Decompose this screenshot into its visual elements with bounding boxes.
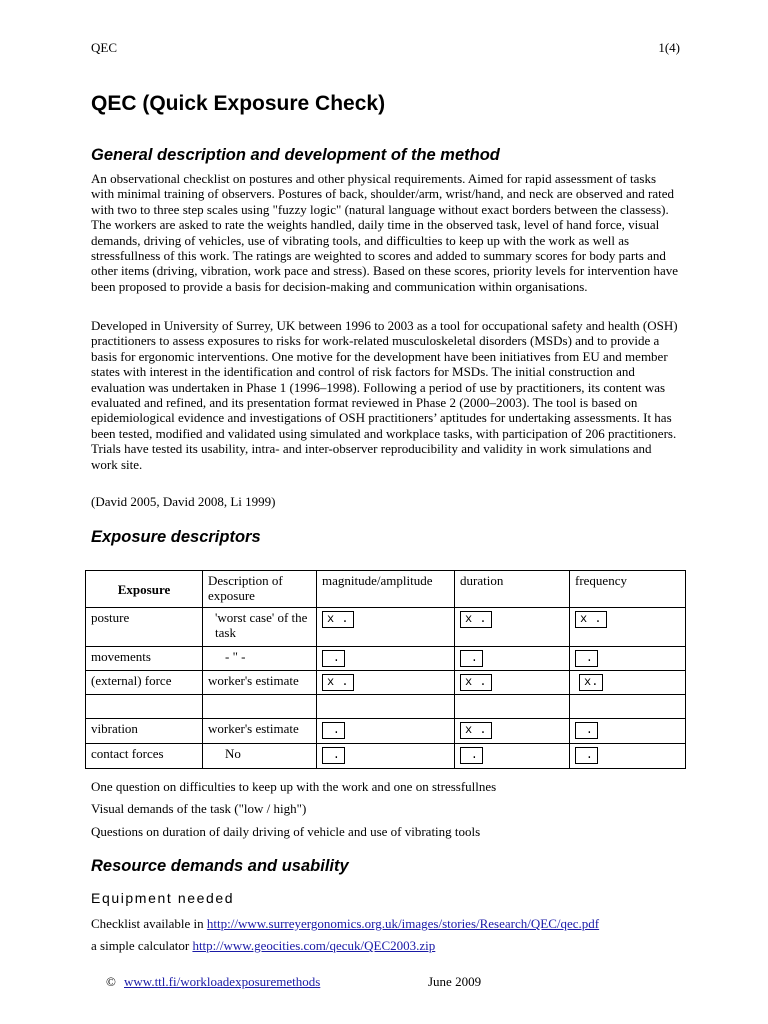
magnitude-cell bbox=[317, 719, 455, 744]
checkbox-field[interactable]: . bbox=[575, 650, 598, 667]
checkbox-field[interactable]: . bbox=[322, 722, 345, 739]
footer-website-link[interactable]: www.ttl.fi/workloadexposuremethods bbox=[124, 974, 321, 989]
checkbox-field[interactable]: x . bbox=[322, 674, 354, 691]
description-cell: worker's estimate bbox=[203, 719, 317, 744]
frequency-cell bbox=[570, 671, 686, 695]
exposure-cell: posture bbox=[86, 608, 203, 647]
description-cell bbox=[203, 695, 317, 719]
section-heading-resource: Resource demands and usability bbox=[91, 857, 349, 875]
paragraph-references: (David 2005, David 2008, Li 1999) bbox=[91, 494, 276, 509]
checklist-link[interactable]: http://www.surreyergonomics.org.uk/images/stories/Research/QEC/qec.pdf bbox=[206, 916, 600, 931]
exposure-cell: movements bbox=[86, 647, 203, 671]
duration-cell bbox=[455, 744, 570, 769]
checkbox-field[interactable]: x. bbox=[579, 674, 603, 691]
calculator-line bbox=[91, 938, 435, 954]
duration-cell bbox=[455, 608, 570, 647]
column-header: duration bbox=[455, 571, 570, 608]
checkbox-field[interactable]: x . bbox=[460, 611, 492, 628]
checklist-line bbox=[91, 916, 599, 932]
table-row bbox=[86, 744, 686, 769]
frequency-cell bbox=[570, 647, 686, 671]
page-number: 1(4) bbox=[658, 40, 680, 55]
checklist-label: Checklist available in bbox=[91, 916, 207, 931]
paragraph-description: An observational checklist on postures and other physical requirements. Aimed for rapid assessment of tasks with minimal training of observers. Postures of back, shoulder/arm, wrist/hand, and neck are observed and rated with two to three step scales using "fuzzy logic" (natural language without exact borders between the classess). The workers are asked to rate the weights handled, daily time in the observed task, level of hand force, visual demands, driving of vehicles, use of vibrating tools, and difficulties to keep up with the work as well as stressfullness of this work. The ratings are weighted to scores and added to summary scores for body parts and other items (driving, vibration, work pace and stress). Based on these scores, priority levels for intervention have been proposed to provide a basis for decision-making and communication within organisations. bbox=[91, 171, 679, 294]
checkbox-field[interactable]: x . bbox=[460, 722, 492, 739]
paragraph-development: Developed in University of Surrey, UK between 1996 to 2003 as a tool for occupational safety and health (OSH) practitioners to assess exposures to risks for work-related musculoskeletal disorders (MSDs) and to provide a basis for ergonomic interventions. One motive for the development have been initiatives from EU and member states with interest in the identification and control of risk factors for MSDs. The initial construction and evaluation was undertaken in Phase 1 (1996–1998). Following a period of use by practitioners, its content was evaluated and refined, and its presentation format reviewed in Phase 2 (2000–2003). The tool is based on epidemiological evidence and investigations of OSH practitioners’ aptitudes for undertaking assessments. It has been tested, modified and validated using simulated and workplace tasks, with participation of 206 practitioners. Trials have tested its usability, intra- and inter-observer reproducibility and validity in work simulations and work site. bbox=[91, 318, 678, 472]
magnitude-cell bbox=[317, 647, 455, 671]
checkbox-field[interactable]: x . bbox=[575, 611, 607, 628]
duration-cell bbox=[455, 695, 570, 719]
magnitude-cell bbox=[317, 695, 455, 719]
column-header: Description of exposure bbox=[203, 571, 317, 608]
checkbox-field[interactable]: . bbox=[575, 747, 598, 764]
calculator-label: a simple calculator bbox=[91, 938, 193, 953]
frequency-cell bbox=[570, 695, 686, 719]
note-line: Questions on duration of daily driving of vehicle and use of vibrating tools bbox=[91, 824, 481, 839]
document-title: QEC (Quick Exposure Check) bbox=[91, 92, 386, 115]
table-row bbox=[86, 647, 686, 671]
checkbox-field[interactable]: . bbox=[460, 747, 483, 764]
section-heading-general: General description and development of the method bbox=[91, 146, 500, 164]
exposure-cell: (external) force bbox=[86, 671, 203, 695]
column-header: magnitude/amplitude bbox=[317, 571, 455, 608]
description-cell: No bbox=[203, 744, 317, 769]
frequency-cell bbox=[570, 608, 686, 647]
column-header: Exposure bbox=[86, 571, 203, 608]
magnitude-cell bbox=[317, 744, 455, 769]
duration-cell bbox=[455, 671, 570, 695]
checkbox-field[interactable]: x . bbox=[322, 611, 354, 628]
description-cell: worker's estimate bbox=[203, 671, 317, 695]
footer-date: June 2009 bbox=[428, 974, 482, 989]
checkbox-field[interactable]: . bbox=[460, 650, 483, 667]
table-row bbox=[86, 695, 686, 719]
checkbox-field[interactable]: . bbox=[322, 650, 345, 667]
duration-cell bbox=[455, 647, 570, 671]
table-header-row bbox=[86, 571, 686, 608]
note-line: Visual demands of the task ("low / high") bbox=[91, 801, 307, 816]
frequency-cell bbox=[570, 719, 686, 744]
calculator-link[interactable]: http://www.geocities.com/qecuk/QEC2003.zip bbox=[192, 938, 436, 953]
checkbox-field[interactable]: x . bbox=[460, 674, 492, 691]
checkbox-field[interactable]: . bbox=[575, 722, 598, 739]
table-row bbox=[86, 608, 686, 647]
checkbox-field[interactable]: . bbox=[322, 747, 345, 764]
exposure-table bbox=[85, 570, 686, 769]
table-row bbox=[86, 719, 686, 744]
description-cell: - " - bbox=[203, 647, 317, 671]
duration-cell bbox=[455, 719, 570, 744]
exposure-cell bbox=[86, 695, 203, 719]
equipment-heading: Equipment needed bbox=[91, 890, 235, 906]
exposure-cell: contact forces bbox=[86, 744, 203, 769]
page-header-left: QEC bbox=[91, 40, 117, 55]
footer-website bbox=[124, 974, 320, 990]
exposure-cell: vibration bbox=[86, 719, 203, 744]
column-header: frequency bbox=[570, 571, 686, 608]
section-heading-exposure: Exposure descriptors bbox=[91, 528, 261, 546]
magnitude-cell bbox=[317, 608, 455, 647]
table-row bbox=[86, 671, 686, 695]
copyright-icon: © bbox=[106, 974, 116, 989]
frequency-cell bbox=[570, 744, 686, 769]
note-line: One question on difficulties to keep up with the work and one on stressfullnes bbox=[91, 779, 497, 794]
description-cell: 'worst case' of the task bbox=[203, 608, 317, 647]
magnitude-cell bbox=[317, 671, 455, 695]
